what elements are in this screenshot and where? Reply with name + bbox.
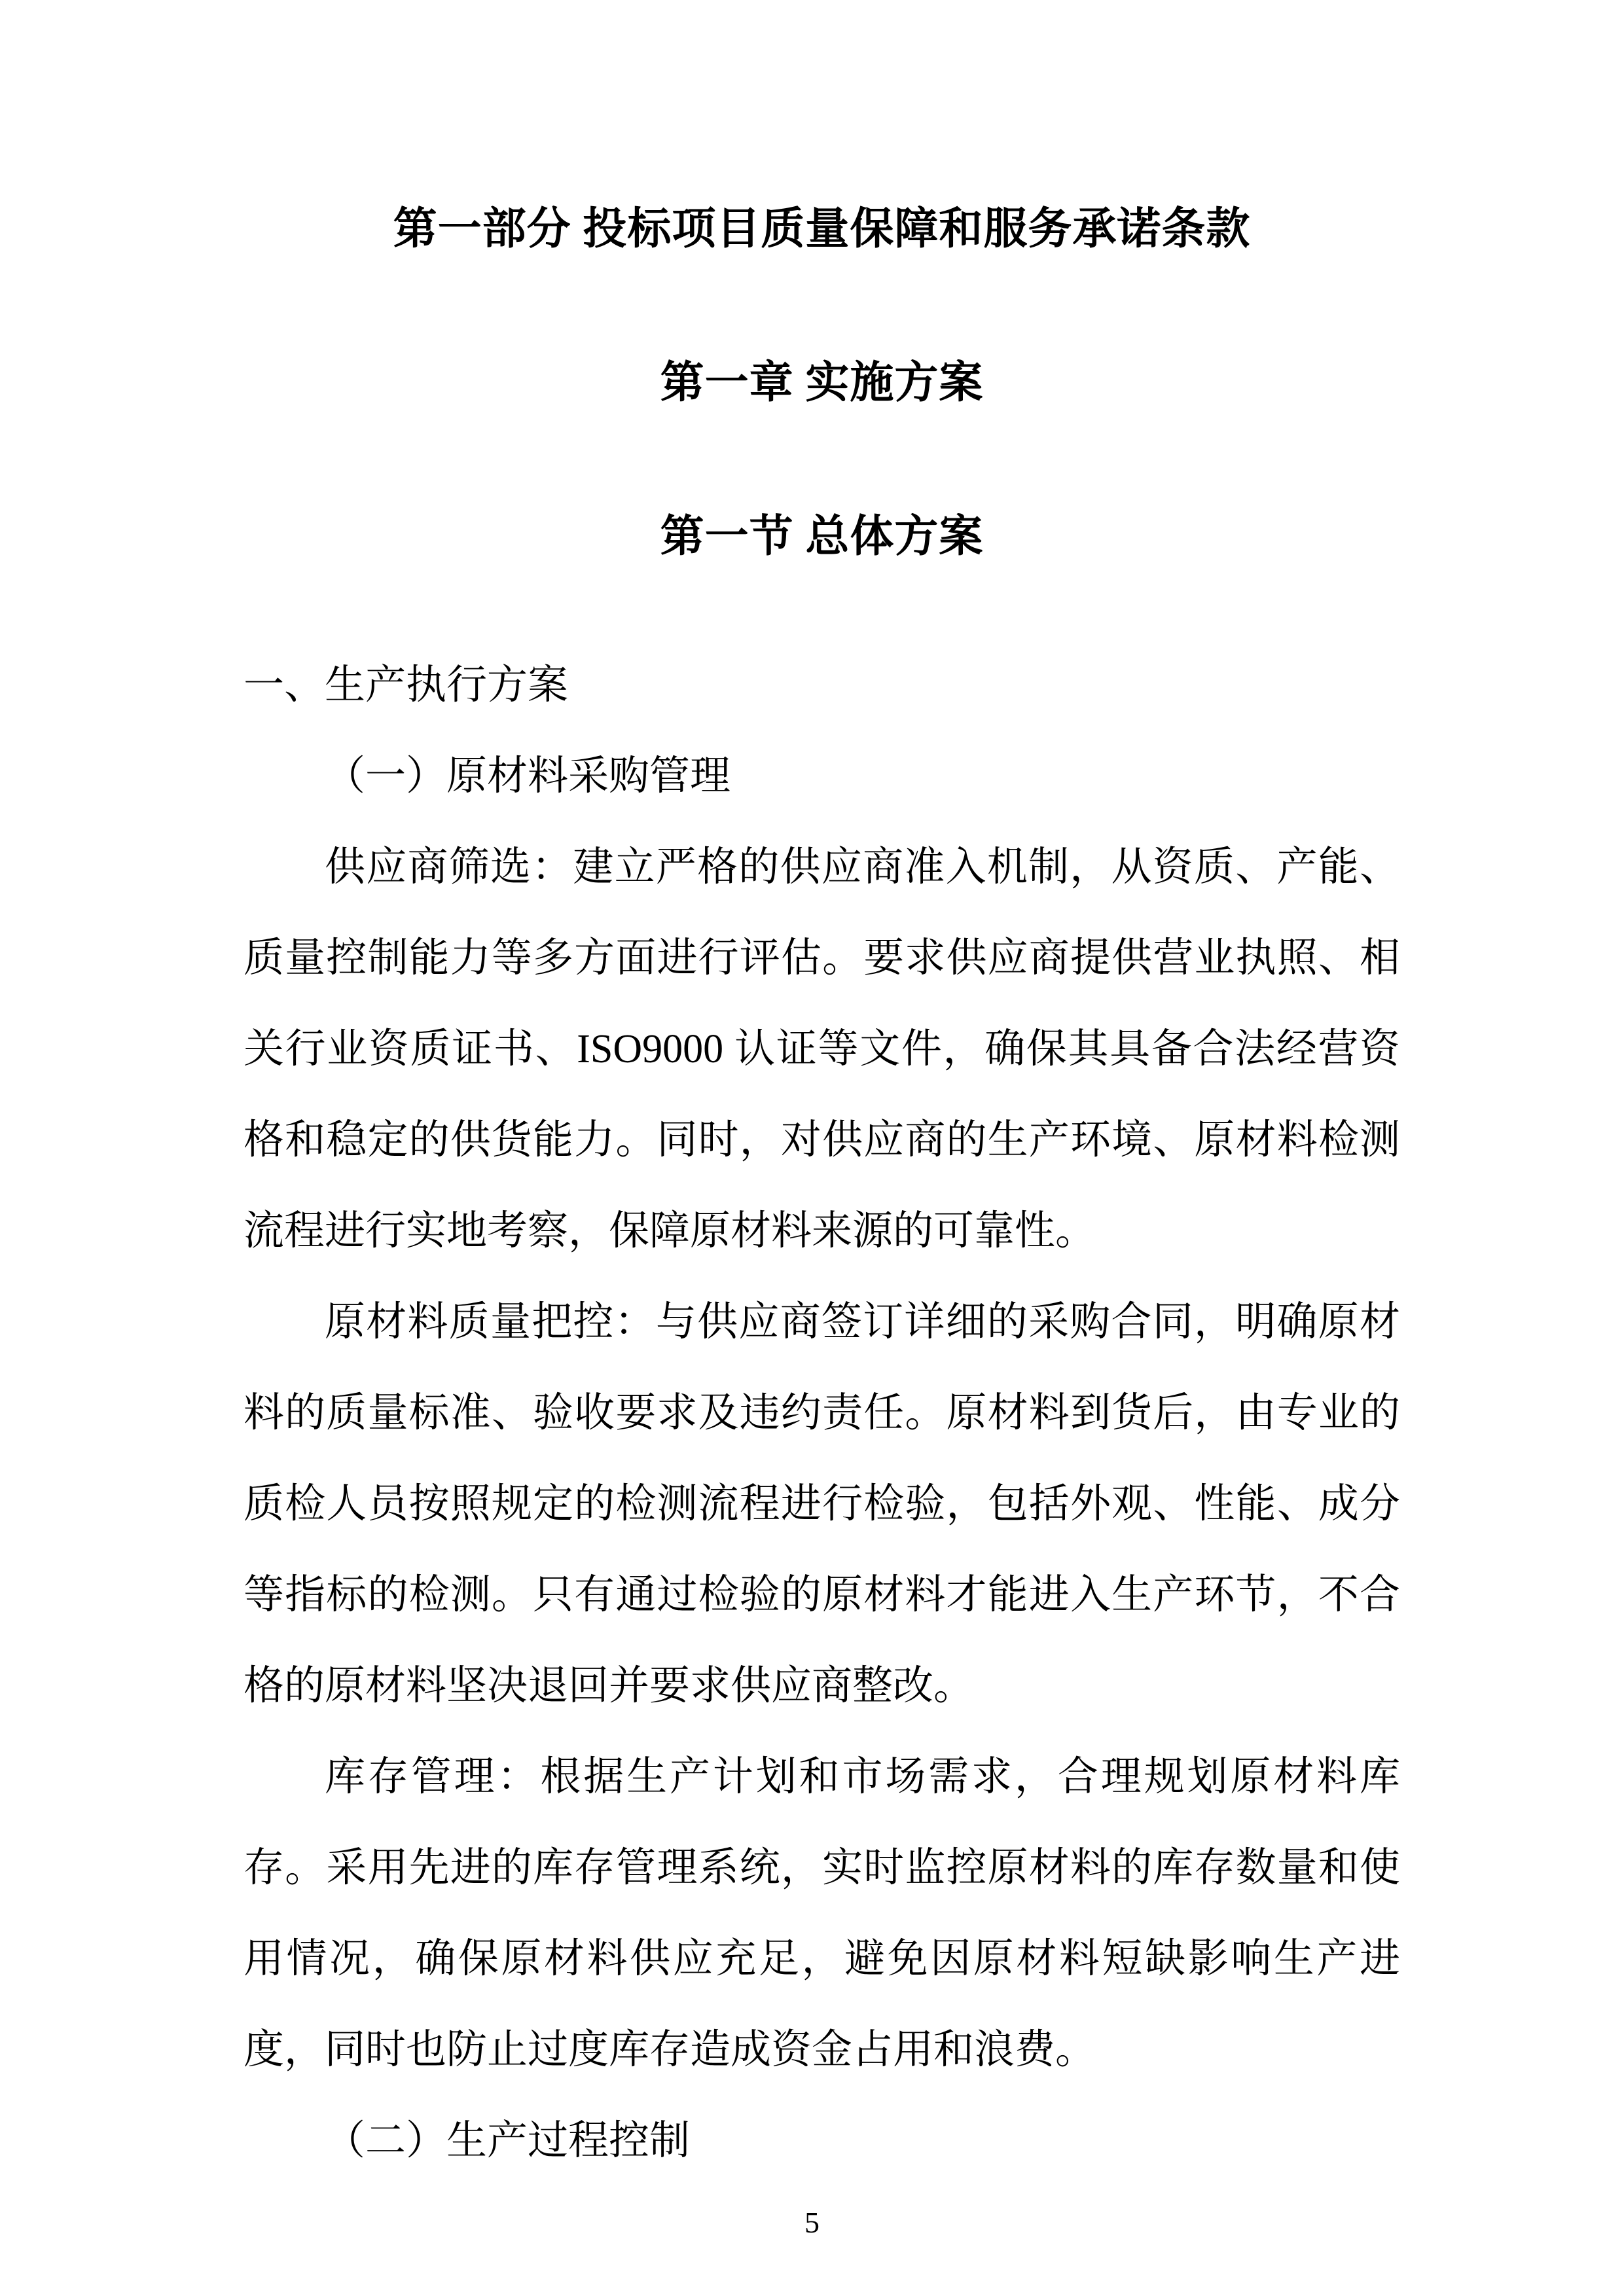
page-number: 5 [804,2206,820,2239]
paragraph-inventory-management: 库存管理：根据生产计划和市场需求，合理规划原材料库存。采用先进的库存管理系统，实时监控原材料的库存数量和使用情况，确保原材料供应充足，避免因原材料短缺影响生产进度，同时也防止过度库存造成资金占用和浪费。 [244,1755,1400,2072]
heading-production-process-control: （二）生产过程控制 [325,2119,691,2163]
heading-production-execution-plan: 一、生产执行方案 [244,663,569,708]
section-title: 第一节 总体方案 [660,512,984,561]
heading-raw-material-procurement: （一）原材料采购管理 [325,754,731,798]
paragraph-supplier-screening: 供应商筛选：建立严格的供应商准入机制，从资质、产能、质量控制能力等多方面进行评估。要求供应商提供营业执照、相关行业资质证书、ISO9000 认证等文件，确保其具备合法经营资格和稳定的供货能力。同时，对供应商的生产环境、原材料检测流程进行实地考察，保障原材料来源的可靠性。 [244,845,1400,1253]
document-body [244,640,1400,2187]
chapter-title: 第一章 实施方案 [660,359,984,407]
part-title: 第一部分 投标项目质量保障和服务承诺条款 [393,205,1251,253]
paragraph-raw-material-quality-control: 原材料质量把控：与供应商签订详细的采购合同，明确原材料的质量标准、验收要求及违约责任。原材料到货后，由专业的质检人员按照规定的检测流程进行检验，包括外观、性能、成分等指标的检测。只有通过检验的原材料才能进入生产环节，不合格的原材料坚决退回并要求供应商整改。 [244,1300,1400,1708]
